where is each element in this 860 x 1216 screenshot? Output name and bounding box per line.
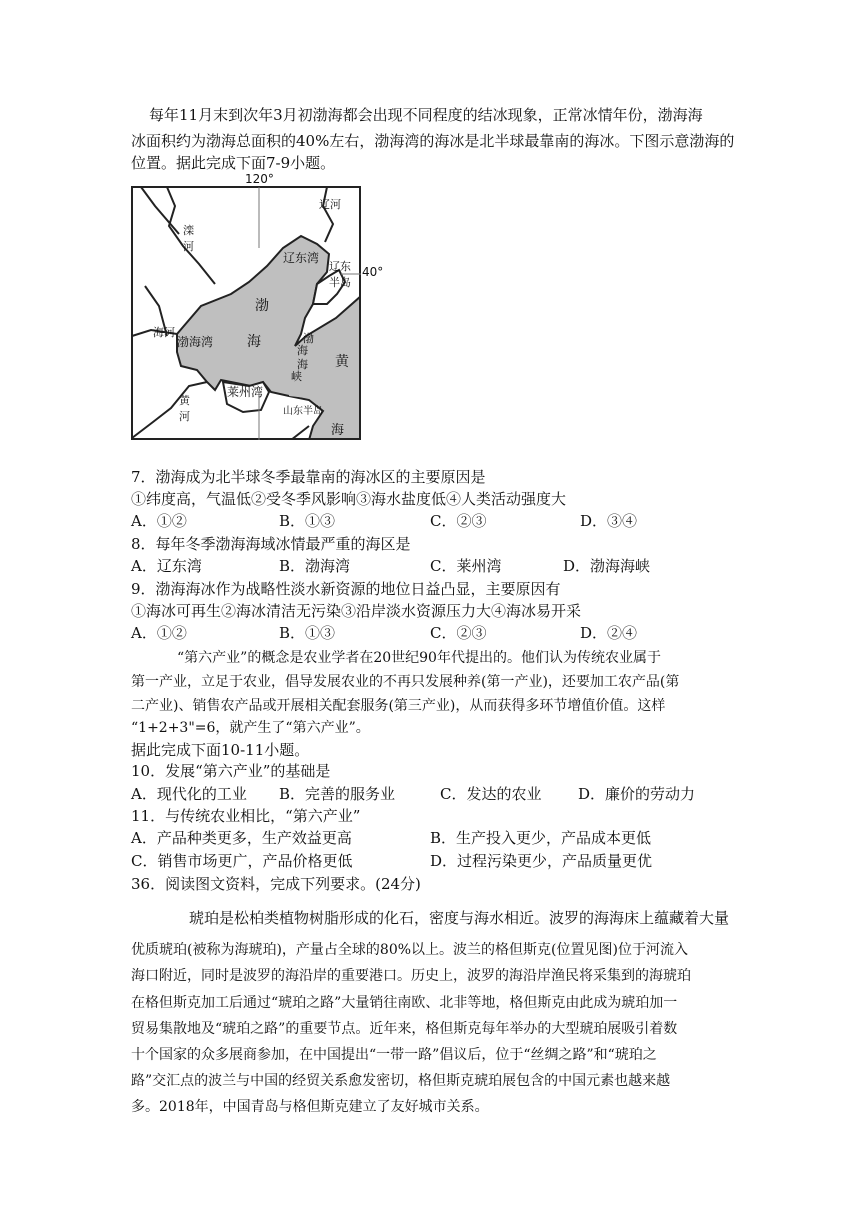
q11-option-b: B．生产投入更少，产品成本更低 — [430, 829, 652, 847]
q9-option-d: D．②④ — [580, 624, 638, 642]
q11-option-c: C．销售市场更广，产品价格更低 — [131, 852, 353, 870]
label-strait-4: 峡 — [291, 371, 302, 383]
q9-option-c: C．②③ — [430, 624, 487, 642]
label-liaodong-1: 辽东 — [329, 261, 351, 273]
q8-option-c: C．莱州湾 — [430, 557, 502, 575]
intro-line-3: 位置。据此完成下面7-9小题。 — [131, 154, 336, 172]
q10-option-c: C．发达的农业 — [440, 785, 542, 803]
q11-stem: 11．与传统农业相比，“第六产业” — [131, 807, 361, 825]
q36-line-8: 多。2018年，中国青岛与格但斯克建立了友好城市关系。 — [131, 1099, 489, 1115]
q36-line-2: 优质琥珀(被称为海琥珀)，产量占全球的80%以上。波兰的格但斯克(位置见图)位于河流入 — [131, 942, 688, 958]
label-strait-1: 渤 — [303, 333, 314, 345]
intro-line-1: 每年11月末到次年3月初渤海都会出现不同程度的结冰现象，正常冰情年份，渤海海 — [149, 106, 703, 124]
q7-items: ①纬度高，气温低②受冬季风影响③海水盐度低④人类活动强度大 — [131, 490, 567, 508]
yellow-river — [132, 382, 207, 438]
bohai-map-svg — [131, 186, 361, 440]
q36-stem: 36．阅读图文资料，完成下列要求。(24分) — [131, 875, 421, 893]
label-hai-2: 海 — [331, 422, 345, 437]
q9-stem: 9．渤海海冰作为战略性淡水新资源的地位日益凸显，主要原因有 — [131, 580, 561, 598]
q36-line-4: 在格但斯克加工后通过“琥珀之路”大量销往南欧、北非等地，格但斯克由此成为琥珀加一 — [131, 995, 678, 1011]
bohai-map — [131, 186, 361, 440]
coast-bottom — [291, 426, 309, 440]
q8-option-a: A．辽东湾 — [131, 557, 202, 575]
label-luanhe-2: 河 — [183, 241, 194, 253]
label-strait-2: 海 — [297, 345, 308, 357]
q7-option-b: B．①③ — [279, 512, 336, 530]
q36-line-1: 琥珀是松柏类植物树脂形成的化石，密度与海水相近。波罗的海海床上蕴藏着大量 — [189, 909, 730, 927]
label-bo: 渤 — [255, 297, 269, 313]
label-huang: 黄 — [335, 353, 349, 369]
q10-option-d: D．廉价的劳动力 — [578, 785, 696, 803]
q7-option-d: D．③④ — [580, 512, 638, 530]
label-liaodong-bay: 辽东湾 — [283, 251, 320, 265]
q8-option-d: D．渤海海峡 — [563, 557, 651, 575]
q10-stem: 10．发展“第六产业”的基础是 — [131, 762, 331, 780]
q36-line-6: 十个国家的众多展商参加，在中国提出“一带一路”倡议后，位于“丝绸之路”和“琥珀之 — [131, 1047, 657, 1063]
label-haihe: 海河 — [153, 327, 175, 339]
q36-line-3: 海口附近，同时是波罗的海沿岸的重要港口。历史上，波罗的海沿岸渔民将采集到的海琥珀 — [131, 968, 691, 984]
q7-option-a: A．①② — [131, 512, 187, 530]
label-liaohe: 辽河 — [319, 199, 341, 211]
q8-stem: 8．每年冬季渤海海域冰情最严重的海区是 — [131, 535, 411, 553]
intro-line-2: 冰面积约为渤海总面积的40%左右，渤海湾的海冰是北半球最靠南的海冰。下图示意渤海的 — [131, 132, 735, 150]
p2-line-5: 据此完成下面10-11小题。 — [131, 741, 310, 759]
q36-line-7: 路”交汇点的波兰与中国的经贸关系愈发密切，格但斯克琥珀展包含的中国元素也越来越 — [131, 1073, 671, 1089]
label-laizhou-bay: 莱州湾 — [227, 385, 264, 399]
q9-items: ①海冰可再生②海冰清洁无污染③沿岸淡水资源压力大④海冰易开采 — [131, 602, 582, 620]
label-hai: 海 — [247, 333, 261, 349]
label-liaodong-2: 半岛 — [329, 277, 351, 289]
q11-option-a: A．产品种类更多，生产效益更高 — [131, 829, 352, 847]
q7-stem: 7．渤海成为北半球冬季最靠南的海冰区的主要原因是 — [131, 468, 486, 486]
label-luanhe-1: 滦 — [183, 225, 194, 237]
label-huanghe-2: 河 — [179, 411, 190, 423]
q11-option-d: D．过程污染更少，产品质量更优 — [430, 852, 653, 870]
p2-line-4: “1+2+3"=6，就产生了“第六产业”。 — [131, 720, 370, 736]
label-strait-3: 海 — [297, 359, 308, 371]
p2-line-2: 第一产业，立足于农业，倡导发展农业的不再只发展种养(第一产业)，还要加工农产品(第 — [131, 674, 680, 690]
latitude-label: 40° — [362, 265, 384, 279]
q9-option-a: A．①② — [131, 624, 187, 642]
q9-option-b: B．①③ — [279, 624, 336, 642]
longitude-label: 120° — [245, 172, 274, 186]
p2-line-3: 二产业)、销售农产品或开展相关配套服务(第三产业)，从而获得多环节增值价值。这样 — [131, 698, 666, 714]
p2-line-1: “第六产业”的概念是农业学者在20世纪90年代提出的。他们认为传统农业属于 — [177, 650, 661, 666]
q36-line-5: 贸易集散地及“琥珀之路”的重要节点。近年来，格但斯克每年举办的大型琥珀展吸引着数 — [131, 1021, 678, 1037]
liaohe-river — [323, 187, 333, 242]
label-huanghe-1: 黄 — [179, 395, 190, 407]
q10-option-b: B．完善的服务业 — [279, 785, 396, 803]
q10-option-a: A．现代化的工业 — [131, 785, 247, 803]
q7-option-c: C．②③ — [430, 512, 487, 530]
label-shandong: 山东半岛 — [283, 406, 323, 417]
q8-option-b: B．渤海湾 — [279, 557, 351, 575]
label-bohai-bay: 渤海湾 — [177, 335, 214, 349]
